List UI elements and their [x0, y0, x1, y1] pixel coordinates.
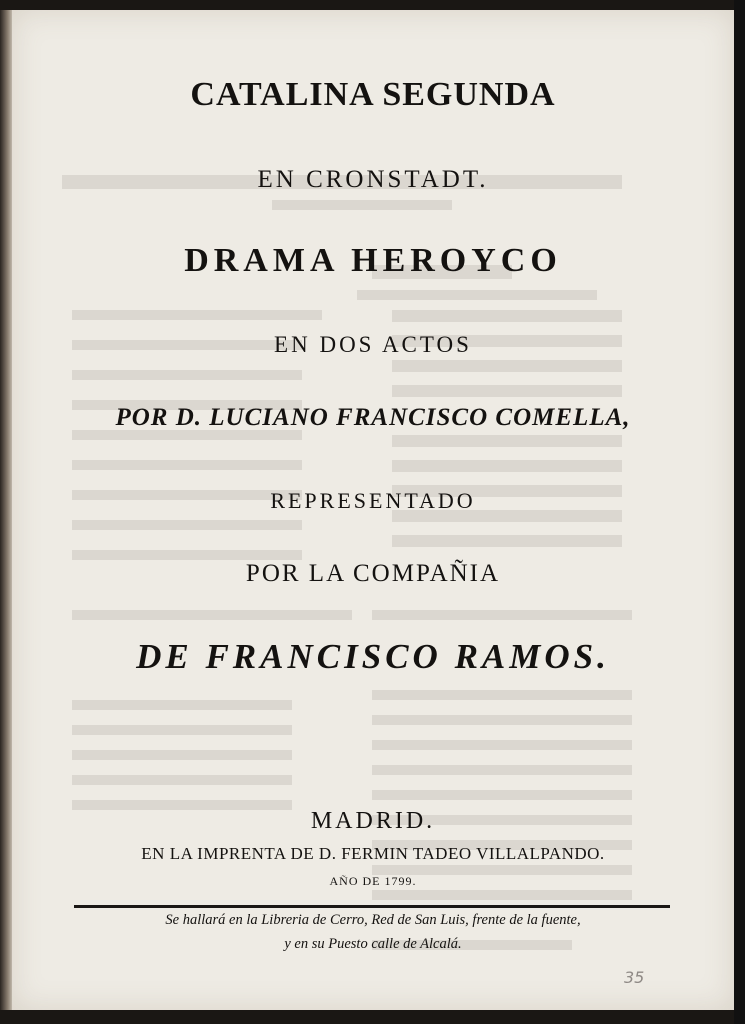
genre-heading: DRAMA HEROYCO	[184, 242, 562, 279]
sale-notice-line-2: y en su Puesto calle de Alcalá.	[284, 936, 462, 952]
pencil-folio-mark: 35	[624, 968, 645, 987]
company-name: DE FRANCISCO RAMOS.	[136, 637, 610, 676]
company-line: POR LA COMPAÑIA	[245, 560, 501, 587]
imprint-city: MADRID.	[310, 808, 436, 834]
imprint-year: AÑO DE 1799.	[329, 874, 417, 888]
sale-notice-line-1: Se hallará en la Libreria de Cerro, Red de San Luis, frente de la fuente,	[165, 912, 581, 928]
imprint-printer: EN LA IMPRENTA DE D. FERMIN TADEO VILLALPANDO.	[141, 844, 605, 863]
acts-line: EN DOS ACTOS	[274, 332, 472, 357]
author-line: POR D. LUCIANO FRANCISCO COMELLA,	[115, 404, 631, 431]
page-edge-shadow	[734, 0, 745, 1024]
title-line-2: EN CRONSTADT.	[257, 166, 489, 193]
title-page	[12, 10, 734, 1010]
performed-line: REPRESENTADO	[270, 488, 476, 513]
title-line-1: CATALINA SEGUNDA	[190, 76, 556, 113]
imprint-rule	[74, 905, 670, 908]
